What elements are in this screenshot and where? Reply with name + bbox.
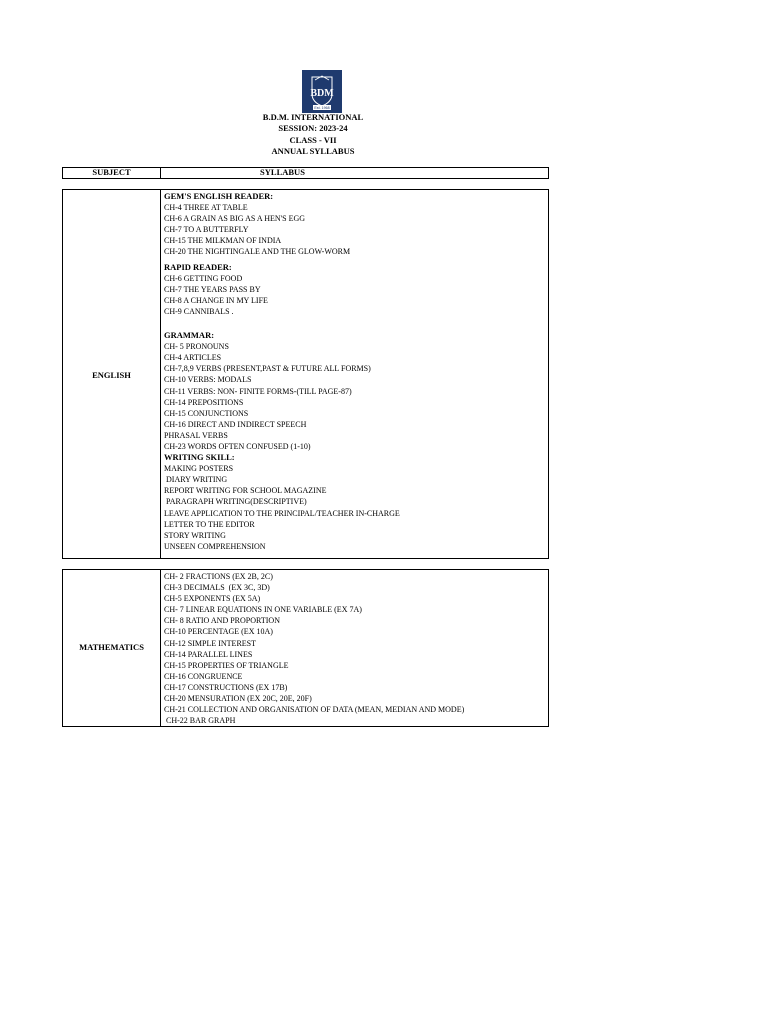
reader-chapter-list (164, 202, 548, 257)
rapid-reader-chapter-list (164, 273, 548, 317)
math-chapter: CH- 8 RATIO AND PROPORTION (164, 616, 280, 626)
grammar-topic: CH- 5 PRONOUNS (164, 342, 229, 352)
writing-topic: LETTER TO THE EDITOR (164, 519, 255, 529)
writing-topic: STORY WRITING (164, 530, 226, 540)
writing-topic-list (164, 463, 548, 552)
grammar-topic: CH-14 PREPOSITIONS (164, 397, 244, 407)
english-section (62, 189, 549, 559)
reader-chapter: CH-6 A GRAIN AS BIG AS A HEN'S EGG (164, 214, 306, 224)
spacer (164, 317, 548, 330)
grammar-topic: CH-4 ARTICLES (164, 353, 222, 363)
logo-est-text: Est. 1968 (314, 106, 330, 111)
reader-heading: GEM'S ENGLISH READER: (164, 191, 274, 201)
writing-topic: MAKING POSTERS (164, 464, 234, 474)
math-chapter: CH-20 MENSURATION (EX 20C, 20E, 20F) (164, 694, 312, 704)
grammar-topic: CH-16 DIRECT AND INDIRECT SPEECH (164, 419, 307, 429)
english-divider (160, 190, 161, 558)
grammar-topic-list (164, 341, 548, 452)
session-label: SESSION: 2023-24 (278, 123, 348, 134)
writing-skill-heading: WRITING SKILL: (164, 452, 235, 463)
math-chapter-list (164, 571, 548, 726)
math-chapter: CH-16 CONGRUENCE (164, 671, 243, 681)
rapid-reader-chapter: CH-9 CANNIBALS . (164, 306, 234, 316)
math-chapter: CH-14 PARALLEL LINES (164, 649, 253, 659)
english-syllabus (164, 191, 548, 552)
subject-column-header: SUBJECT (92, 167, 131, 177)
rapid-reader-chapter: CH-8 A CHANGE IN MY LIFE (164, 295, 268, 305)
mathematics-syllabus (164, 571, 548, 726)
math-chapter: CH-3 DECIMALS (EX 3C, 3D) (164, 583, 270, 593)
math-chapter: CH-21 COLLECTION AND ORGANISATION OF DATA (MEAN, MEDIAN AND MODE) (164, 705, 465, 715)
grammar-heading: GRAMMAR: (164, 330, 215, 341)
mathematics-section (62, 569, 549, 727)
svg-text:BDM: BDM (310, 88, 334, 99)
reader-chapter: CH-15 THE MILKMAN OF INDIA (164, 236, 282, 246)
math-chapter: CH-10 PERCENTAGE (EX 10A) (164, 627, 273, 637)
rapid-reader-heading: RAPID READER: (164, 261, 232, 272)
mathematics-divider (160, 570, 161, 726)
school-name: B.D.M. INTERNATIONAL (262, 112, 364, 122)
column-header-row (62, 167, 549, 179)
grammar-topic: CH-15 CONJUNCTIONS (164, 408, 249, 418)
grammar-topic: CH-11 VERBS: NON- FINITE FORMS-(TILL PAGE-87) (164, 386, 352, 396)
writing-topic: UNSEEN COMPREHENSION (164, 541, 266, 551)
math-chapter: CH- 7 LINEAR EQUATIONS IN ONE VARIABLE (EX 7A) (164, 605, 362, 615)
document-header (200, 112, 426, 157)
math-chapter: CH- 2 FRACTIONS (EX 2B, 2C) (164, 572, 273, 581)
writing-topic: PARAGRAPH WRITING(DESCRIPTIVE) (164, 497, 307, 507)
school-logo (302, 70, 342, 113)
math-chapter: CH-5 EXPONENTS (EX 5A) (164, 594, 261, 604)
math-chapter: CH-15 PROPERTIES OF TRIANGLE (164, 660, 289, 670)
grammar-topic: CH-23 WORDS OFTEN CONFUSED (1-10) (164, 441, 311, 451)
writing-topic: LEAVE APPLICATION TO THE PRINCIPAL/TEACHER IN-CHARGE (164, 508, 400, 518)
math-chapter: CH-22 BAR GRAPH (164, 716, 236, 726)
syllabus-column-header: SYLLABUS (260, 167, 305, 177)
reader-chapter: CH-4 THREE AT TABLE (164, 203, 248, 213)
rapid-reader-chapter: CH-7 THE YEARS PASS BY (164, 284, 261, 294)
rapid-reader-chapter: CH-6 GETTING FOOD (164, 273, 243, 283)
document-title: ANNUAL SYLLABUS (271, 145, 355, 156)
math-chapter: CH-17 CONSTRUCTIONS (EX 17B) (164, 682, 288, 692)
writing-topic: REPORT WRITING FOR SCHOOL MAGAZINE (164, 486, 327, 496)
grammar-topic: CH-7,8,9 VERBS (PRESENT,PAST & FUTURE ALL FORMS) (164, 364, 371, 374)
class-label: CLASS - VII (289, 134, 337, 145)
reader-chapter: CH-20 THE NIGHTINGALE AND THE GLOW-WORM (164, 247, 351, 257)
math-chapter: CH-12 SIMPLE INTEREST (164, 638, 256, 648)
english-subject-label: ENGLISH (92, 370, 131, 380)
writing-topic: DIARY WRITING (164, 475, 228, 485)
reader-chapter: CH-7 TO A BUTTERFLY (164, 225, 249, 235)
grammar-topic: CH-10 VERBS: MODALS (164, 375, 252, 385)
mathematics-subject-label: MATHEMATICS (79, 642, 144, 652)
grammar-topic: PHRASAL VERBS (164, 430, 228, 440)
